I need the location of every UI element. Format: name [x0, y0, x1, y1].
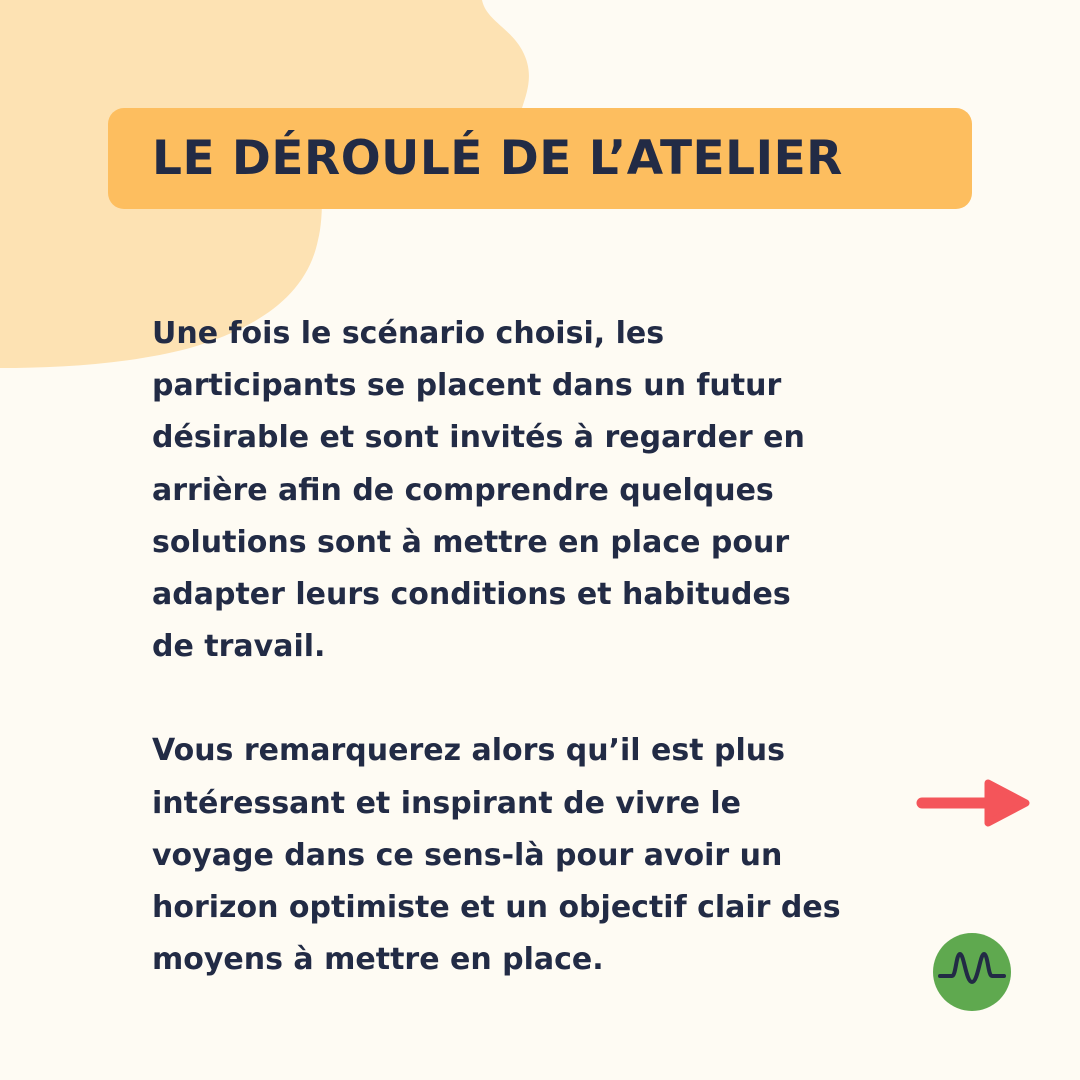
text-line: solutions sont à mettre en place pour — [152, 524, 790, 560]
text-line: Une fois le scénario choisi, les — [152, 316, 665, 351]
paragraph-2 — [152, 725, 892, 986]
logo-circle — [933, 933, 1011, 1011]
text-line: de travail. — [152, 629, 326, 665]
text-line: adapter leurs conditions et habitudes — [152, 577, 791, 613]
text-line: participants se placent dans un futur — [152, 368, 782, 404]
text-line: désirable et sont invités à regarder en — [152, 420, 805, 456]
arrow-right-icon[interactable] — [914, 778, 1032, 828]
text-line: intéressant et inspirant de vivre le — [152, 785, 742, 821]
text-line: horizon optimiste et un objectif clair des — [152, 890, 841, 926]
body-text — [152, 308, 892, 986]
text-line: moyens à mettre en place. — [152, 942, 604, 978]
text-line: voyage dans ce sens-là pour avoir un — [152, 837, 783, 873]
text-line: Vous remarquerez alors qu’il est plus — [152, 733, 785, 769]
paragraph-1 — [152, 308, 892, 673]
arrow-head — [988, 783, 1026, 823]
text-line: arrière afin de comprendre quelques — [152, 472, 774, 508]
title-banner — [108, 108, 972, 209]
m-logo-icon — [932, 932, 1012, 1012]
page-title: LE DÉROULÉ DE L’ATELIER — [152, 131, 843, 186]
